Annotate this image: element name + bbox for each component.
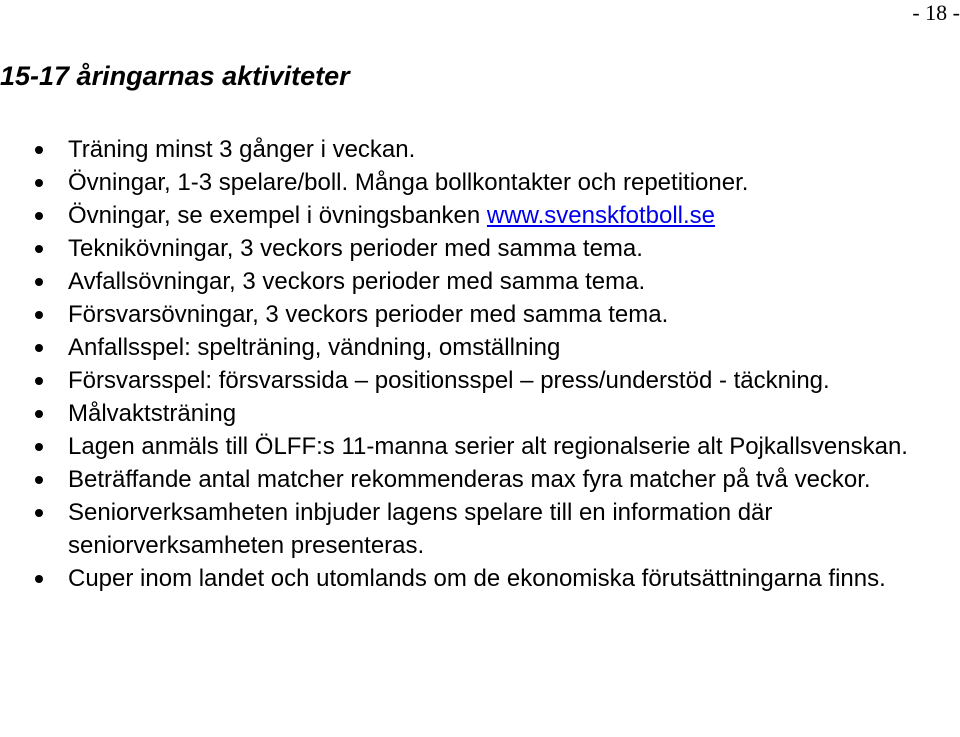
bullet-icon — [35, 146, 43, 154]
bullet-icon — [35, 344, 43, 352]
list-item-text: Försvarsövningar, 3 veckors perioder med samma tema. — [68, 301, 669, 328]
svenskfotboll-link[interactable]: www.svenskfotboll.se — [486, 202, 716, 229]
list-item-text: Träning minst 3 gånger i veckan. — [68, 136, 416, 163]
activity-list — [0, 133, 920, 595]
list-item-text: Försvarsspel: försvarssida – positionsspel – press/understöd - täckning. — [68, 367, 830, 394]
list-item — [0, 232, 920, 265]
bullet-icon — [35, 575, 43, 583]
bullet-icon — [35, 377, 43, 385]
bullet-icon — [35, 443, 43, 451]
list-item — [0, 265, 920, 298]
list-item — [0, 133, 920, 166]
bullet-icon — [35, 245, 43, 253]
list-item — [0, 364, 920, 397]
list-item-text: Lagen anmäls till ÖLFF:s 11-manna serier alt regionalserie alt Pojkallsvenskan. — [68, 433, 908, 460]
list-item — [0, 430, 920, 463]
list-item — [0, 199, 920, 232]
bullet-icon — [35, 311, 43, 319]
list-item-text: Avfallsövningar, 3 veckors perioder med samma tema. — [68, 268, 646, 295]
list-item-text: Målvaktsträning — [68, 400, 237, 427]
bullet-icon — [35, 509, 43, 517]
page-number: - 18 - — [912, 0, 960, 25]
list-item-text: Cuper inom landet och utomlands om de ekonomiska förutsättningarna finns. — [68, 565, 886, 592]
list-item-text: Övningar, 1-3 spelare/boll. Många bollkontakter och repetitioner. — [68, 169, 749, 196]
bullet-icon — [35, 476, 43, 484]
bullet-icon — [35, 212, 43, 220]
bullet-icon — [35, 179, 43, 187]
list-item-text: Övningar, se exempel i övningsbanken — [68, 202, 487, 229]
list-item-text: Teknikövningar, 3 veckors perioder med samma tema. — [68, 235, 643, 262]
list-item — [0, 397, 920, 430]
list-item-text: Anfallsspel: spelträning, vändning, omställning — [68, 334, 561, 361]
list-item-text: Seniorverksamheten inbjuder lagens spelare till en information där seniorverksamheten presenteras. — [68, 499, 773, 559]
bullet-icon — [35, 278, 43, 286]
list-item — [0, 496, 920, 562]
list-item — [0, 166, 920, 199]
list-item — [0, 562, 920, 595]
list-item — [0, 331, 920, 364]
list-item — [0, 463, 920, 496]
page-title: 15-17 åringarnas aktiviteter — [0, 61, 350, 91]
list-item-text: Beträffande antal matcher rekommenderas max fyra matcher på två veckor. — [68, 466, 871, 493]
list-item — [0, 298, 920, 331]
bullet-icon — [35, 410, 43, 418]
